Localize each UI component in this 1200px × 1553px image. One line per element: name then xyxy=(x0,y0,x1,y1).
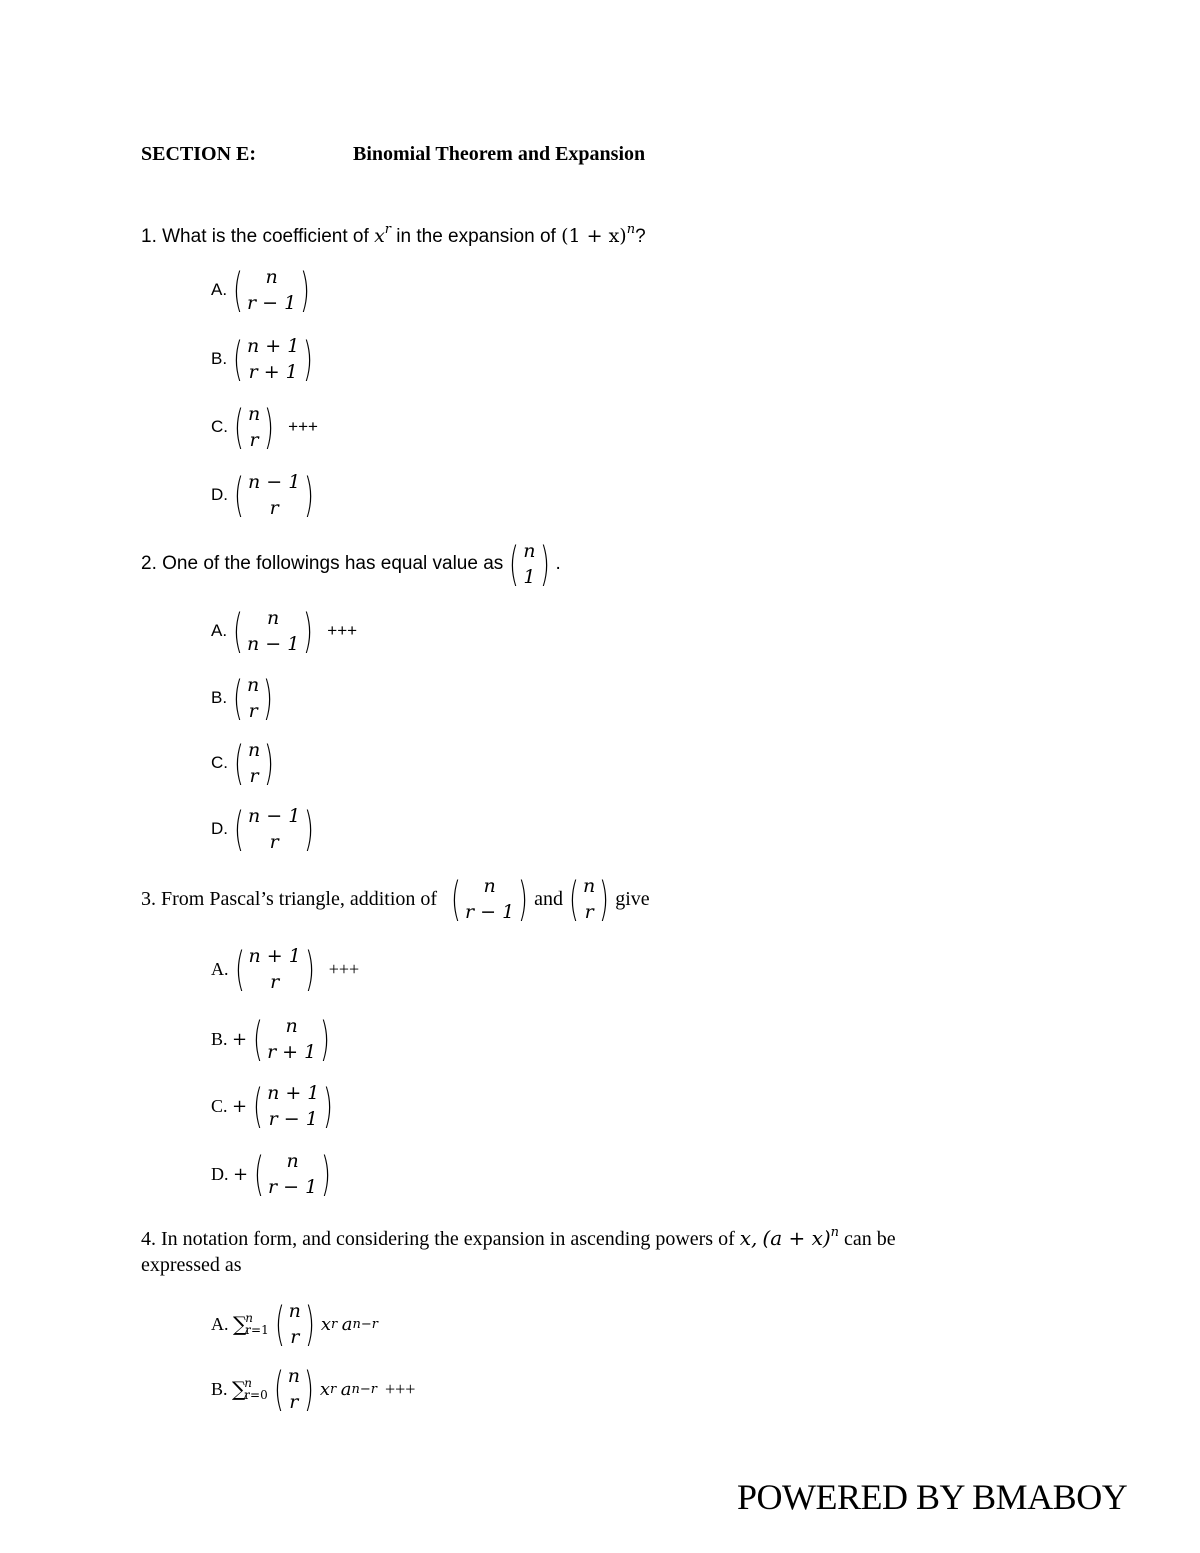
binom-top: n xyxy=(523,540,536,562)
q3-option-d[interactable] xyxy=(211,1148,337,1200)
question-1 xyxy=(141,216,646,251)
q1-suffix: ? xyxy=(635,226,646,247)
binom-bottom: r xyxy=(584,901,594,923)
q1-option-d[interactable] xyxy=(211,469,320,521)
option-plus: + xyxy=(233,1163,249,1185)
q1-prefix: 1. What is the coefficient of xyxy=(141,226,369,247)
binom-bottom: r − 1 xyxy=(247,292,297,314)
q2-option-b[interactable] xyxy=(211,672,279,724)
binom-bottom: r xyxy=(269,497,279,519)
binom-top: n xyxy=(288,1300,301,1322)
option-label: B. xyxy=(211,1028,228,1049)
binomial: ( n 1 ) xyxy=(509,537,550,591)
binom-bottom: r xyxy=(269,831,279,853)
q3-option-a[interactable] xyxy=(211,943,359,995)
term-x: x xyxy=(319,1378,331,1400)
binom-top: n xyxy=(286,1150,299,1172)
sum-lower: r=0 xyxy=(244,1388,268,1402)
q2-option-c[interactable] xyxy=(211,737,280,789)
binom-top: n xyxy=(583,875,596,897)
binomial: ( n r ) xyxy=(234,400,275,454)
binom-bottom: r xyxy=(248,700,258,722)
binom-top: n xyxy=(265,266,278,288)
binom-bottom: r xyxy=(249,765,259,787)
binom-bottom: r xyxy=(289,1391,299,1413)
q3-and: and xyxy=(534,888,564,910)
binom-bottom: r xyxy=(270,971,280,993)
option-plus: + xyxy=(232,1095,248,1117)
question-3 xyxy=(141,873,650,925)
binomial: ( n + 1 r + 1 ) xyxy=(233,332,314,386)
binomial: ( n r ) xyxy=(274,1297,315,1351)
option-label: B. xyxy=(211,349,228,368)
binomial: ( n r − 1 ) xyxy=(254,1147,332,1201)
option-label: A. xyxy=(211,1313,229,1334)
footer-powered-by: POWERED BY BMABOY xyxy=(737,1477,1128,1517)
binom-top: n + 1 xyxy=(248,945,301,967)
binom-bottom: r − 1 xyxy=(465,901,515,923)
binom-top: n − 1 xyxy=(247,471,301,493)
binomial: ( n − 1 r ) xyxy=(234,802,315,856)
binom-top: n xyxy=(287,1365,300,1387)
binom-bottom: r + 1 xyxy=(267,1041,317,1063)
q4-option-b[interactable] xyxy=(211,1363,415,1415)
binomial: ( n + 1 r − 1 ) xyxy=(253,1079,334,1133)
q4-line2: expressed as xyxy=(141,1254,242,1276)
option-extra: +++ xyxy=(288,417,318,436)
sum-lower: r=1 xyxy=(245,1323,269,1337)
option-label: C. xyxy=(211,1095,228,1116)
term-a: a xyxy=(340,1378,352,1400)
binom-top: n xyxy=(247,674,260,696)
q4-line1-suffix: can be xyxy=(844,1228,896,1250)
binomial: ( n r + 1 ) xyxy=(253,1012,331,1066)
option-label: A. xyxy=(211,621,228,640)
q1-option-b[interactable] xyxy=(211,333,319,385)
term-x-exp: r xyxy=(330,1381,337,1397)
binom-bottom: r xyxy=(290,1326,300,1348)
binom-bottom: 1 xyxy=(523,566,536,588)
term-x: x xyxy=(320,1313,332,1335)
option-label: B. xyxy=(211,688,228,707)
binom-bottom: r − 1 xyxy=(268,1108,318,1130)
sum-upper: n xyxy=(244,1376,253,1390)
option-label: D. xyxy=(211,1163,229,1184)
term-x-exp: r xyxy=(331,1316,338,1332)
binomial: ( n n − 1 ) xyxy=(233,604,314,658)
binomial: ( n r − 1 ) xyxy=(451,872,529,926)
q1-expr: (1 + x) xyxy=(561,225,627,247)
term-a-exp: n−r xyxy=(351,1381,377,1397)
option-extra: +++ xyxy=(384,1378,416,1399)
q1-exp: r xyxy=(384,222,391,237)
q4-line1-prefix: 4. In notation form, and considering the expansion in ascending powers of xyxy=(141,1228,735,1250)
q2-prefix: 2. One of the followings has equal value as xyxy=(141,553,504,574)
option-label: A. xyxy=(211,280,228,299)
q1-option-a[interactable] xyxy=(211,264,316,316)
sigma-icon: ∑ xyxy=(232,1377,247,1401)
binom-top: n + 1 xyxy=(267,1082,320,1104)
binom-bottom: r + 1 xyxy=(248,361,298,383)
binomial: ( n r ) xyxy=(569,872,610,926)
section-label: SECTION E: xyxy=(141,143,257,165)
q1-middle: in the expansion of xyxy=(396,226,556,247)
question-4 xyxy=(141,1219,896,1253)
q4-option-a[interactable] xyxy=(211,1298,386,1350)
option-extra: +++ xyxy=(327,621,358,640)
option-extra: +++ xyxy=(328,958,360,979)
q3-prefix: 3. From Pascal’s triangle, addition of xyxy=(141,888,438,910)
q4-var: x, xyxy=(739,1226,758,1250)
q2-option-a[interactable] xyxy=(211,605,357,657)
q4-line-2 xyxy=(141,1251,242,1279)
binom-top: n − 1 xyxy=(247,805,301,827)
sum-limits xyxy=(245,1312,268,1336)
q3-option-c[interactable] xyxy=(211,1080,339,1132)
binomial: ( n r − 1 ) xyxy=(233,263,311,317)
option-plus: + xyxy=(232,1028,248,1050)
sum-upper: n xyxy=(245,1311,254,1325)
binom-top: n + 1 xyxy=(247,335,300,357)
binom-top: n xyxy=(247,739,261,761)
binom-top: n xyxy=(285,1015,298,1037)
binom-top: n xyxy=(267,607,280,629)
option-label: B. xyxy=(211,1378,228,1399)
binomial: ( n − 1 r ) xyxy=(234,468,315,522)
binom-bottom: n − 1 xyxy=(247,633,300,655)
q2-option-d[interactable] xyxy=(211,803,320,855)
option-label: C. xyxy=(211,753,228,772)
section-title: Binomial Theorem and Expansion xyxy=(353,143,646,165)
option-label: C. xyxy=(211,417,228,436)
option-label: D. xyxy=(211,819,228,838)
binomial: ( n + 1 r ) xyxy=(234,942,315,996)
option-label: D. xyxy=(211,485,228,504)
option-label: A. xyxy=(211,958,229,979)
binomial: ( n r ) xyxy=(273,1362,314,1416)
q3-option-b[interactable] xyxy=(211,1013,336,1065)
q1-option-c[interactable] xyxy=(211,401,318,453)
binom-top: n xyxy=(247,403,261,425)
question-2 xyxy=(141,538,561,590)
binom-top: n xyxy=(483,875,496,897)
binomial: ( n r ) xyxy=(234,736,275,790)
q1-var: x xyxy=(374,225,385,247)
binomial: ( n r ) xyxy=(233,671,274,725)
binom-bottom: r − 1 xyxy=(268,1176,318,1198)
q2-suffix: . xyxy=(555,553,561,574)
q1-expr-exp: n xyxy=(626,222,636,237)
q3-suffix: give xyxy=(615,888,650,910)
term-a: a xyxy=(341,1313,353,1335)
sum-limits xyxy=(244,1377,267,1401)
q4-expr-exp: n xyxy=(830,1225,840,1240)
q4-expr: (a + x) xyxy=(762,1226,831,1250)
term-a-exp: n−r xyxy=(352,1316,378,1332)
sigma-icon: ∑ xyxy=(233,1312,248,1336)
binom-bottom: r xyxy=(249,429,259,451)
